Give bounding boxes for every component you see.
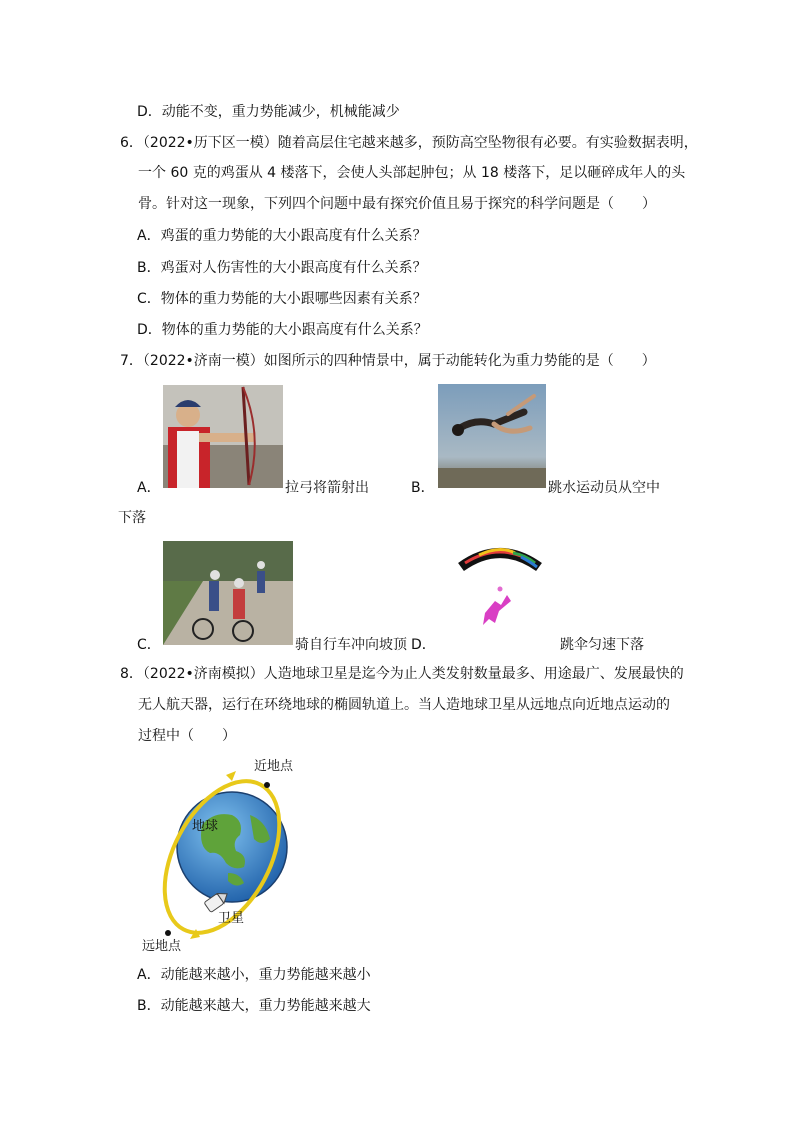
- perigee-label: 近地点: [254, 759, 294, 774]
- q7-option-b-letter: B．: [411, 480, 435, 496]
- orbit-diagram: [140, 755, 300, 955]
- perigee-point: [264, 782, 270, 788]
- q8-option-b: B．动能越来越大，重力势能越来越大: [137, 998, 371, 1014]
- cyclists-photo: [163, 541, 293, 645]
- q8-option-a: A．动能越来越小，重力势能越来越小: [137, 967, 371, 983]
- q8-stem-line-1: 8．（2022•济南模拟）人造地球卫星是迄今为止人类发射数量最多、用途最广、发展最快的: [120, 666, 684, 682]
- satellite-label: 卫星: [218, 911, 245, 926]
- q5-option-d: D．动能不变，重力势能减少，机械能减少: [137, 104, 400, 120]
- q7-option-c-text: 骑自行车冲向坡顶: [295, 637, 407, 653]
- q8-stem-line-2: 无人航天器，运行在环绕地球的椭圆轨道上。当人造地球卫星从远地点向近地点运动的: [138, 697, 670, 713]
- apogee-label: 远地点: [142, 939, 182, 954]
- q7-option-c-letter: C．: [137, 637, 161, 653]
- q6-stem-line-1: 6．（2022•历下区一模）随着高层住宅越来越多，预防高空坠物很有必要。有实验数据表明，: [120, 135, 698, 151]
- q7-option-b-text: 跳水运动员从空中: [548, 480, 660, 496]
- q7-option-a-letter: A．: [137, 480, 161, 496]
- q8-stem-line-3: 过程中（ ）: [138, 728, 236, 744]
- q6-option-c: C．物体的重力势能的大小跟哪些因素有关系？: [137, 291, 427, 307]
- q7-option-b-text-continued: 下落: [118, 510, 146, 526]
- q6-option-a: A．鸡蛋的重力势能的大小跟高度有什么关系？: [137, 228, 427, 244]
- q6-option-b: B．鸡蛋对人伤害性的大小跟高度有什么关系？: [137, 260, 427, 276]
- q6-stem-line-3: 骨。针对这一现象，下列四个问题中最有探究价值且易于探究的科学问题是（ ）: [138, 196, 656, 212]
- q6-stem-line-2: 一个 60 克的鸡蛋从 4 楼落下，会使人头部起肿包；从 18 楼落下，足以砸碎成年人的头: [138, 165, 686, 181]
- earth-label: 地球: [192, 819, 219, 834]
- q6-option-d: D．物体的重力势能的大小跟高度有什么关系？: [137, 322, 428, 338]
- archer-photo: [163, 385, 283, 488]
- q7-stem: 7．（2022•济南一模）如图所示的四种情景中，属于动能转化为重力势能的是（ ）: [120, 353, 656, 369]
- apogee-point: [165, 930, 171, 936]
- q7-option-d-text: 跳伞匀速下落: [560, 637, 644, 653]
- q7-option-a-text: 拉弓将箭射出: [285, 480, 369, 496]
- q7-option-d-letter: D．: [411, 637, 436, 653]
- diver-photo: [438, 384, 546, 488]
- parachute-photo: [455, 541, 545, 637]
